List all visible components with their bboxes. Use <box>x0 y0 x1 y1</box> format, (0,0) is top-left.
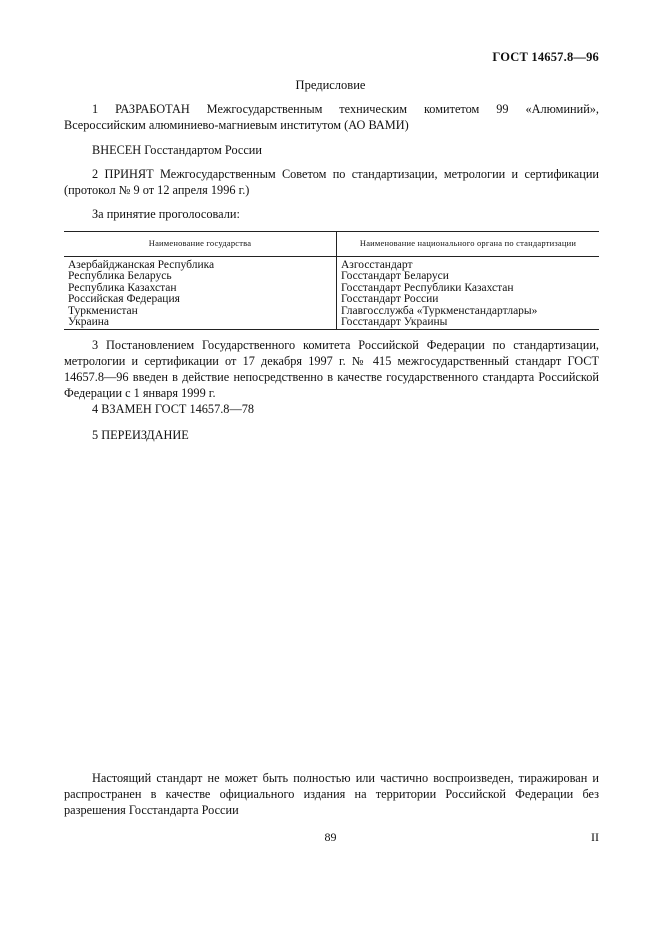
paragraph-text: 3 Постановлением Государственного комитета Российской Федерации по стандартизации, метрологии и сертификации от 17 декабря 1997 г. № 415 межгосударственный стандарт ГОСТ 14657.8—96 введен в действие непосредственно в качестве государственного стандарта Российской Федерации с 1 января 1999 г. <box>64 338 599 400</box>
copyright-notice <box>64 770 599 818</box>
paragraph-text: 2 ПРИНЯТ Межгосударственным Советом по стандартизации, метрологии и сертификации (протокол № 9 от 12 апреля 1996 г.) <box>64 167 599 197</box>
paragraph-developed <box>64 101 599 133</box>
paragraph-voted <box>64 206 599 222</box>
paragraph-text: 1 РАЗРАБОТАН Межгосударственным техническим комитетом 99 «Алюминий», Всероссийским алюминиево-магниевым институтом (АО ВАМИ) <box>64 102 599 132</box>
table-row <box>64 294 599 306</box>
table-header-row <box>64 232 599 257</box>
state-name: Украина <box>64 317 337 329</box>
standards-body: Госстандарт России <box>341 293 439 305</box>
paragraph-text: 4 ВЗАМЕН ГОСТ 14657.8—78 <box>92 402 255 416</box>
standards-body: Госстандарт Беларуси <box>341 270 449 282</box>
paragraph-adopted <box>64 166 599 198</box>
roman-numeral: II <box>591 830 599 844</box>
paragraph-submitted <box>64 142 599 158</box>
paragraph-replaces <box>64 401 599 417</box>
standards-body: Госстандарт Украины <box>337 317 600 329</box>
state-name: Туркменистан <box>64 306 337 318</box>
paragraph-reissue <box>64 427 599 443</box>
page-number: 89 <box>324 830 337 844</box>
table-row <box>64 306 599 318</box>
document-code: ГОСТ 14657.8—96 <box>492 50 599 64</box>
paragraph-text: 5 ПЕРЕИЗДАНИЕ <box>92 428 189 442</box>
state-name: Республика Беларусь <box>64 271 337 283</box>
state-name: Азербайджанская Республика <box>64 256 337 271</box>
standards-body: Госстандарт Республики Казахстан <box>341 281 514 294</box>
paragraph-text: За принятие проголосовали: <box>92 207 240 221</box>
standards-body: Азгосстандарт <box>341 258 413 271</box>
table-row <box>64 317 599 329</box>
paragraph-text: ВНЕСЕН Госстандартом России <box>92 143 262 157</box>
standards-body: Главгосслужба «Туркменстандартлары» <box>341 304 538 317</box>
table-row <box>64 256 599 271</box>
page-title: Предисловие <box>295 78 366 92</box>
state-name: Российская Федерация <box>64 294 337 306</box>
column-header-state: Наименование государства <box>64 232 337 257</box>
column-header-body: Наименование национального органа по стандартизации <box>337 232 600 257</box>
voting-table <box>64 231 599 330</box>
notice-text: Настоящий стандарт не может быть полностью или частично воспроизведен, тиражирован и распространен в качестве официального издания на территории Российской Федерации без разрешения Госстандарта России <box>64 771 599 817</box>
table-row <box>64 271 599 283</box>
state-name: Республика Казахстан <box>64 283 337 295</box>
paragraph-resolution <box>64 337 599 401</box>
